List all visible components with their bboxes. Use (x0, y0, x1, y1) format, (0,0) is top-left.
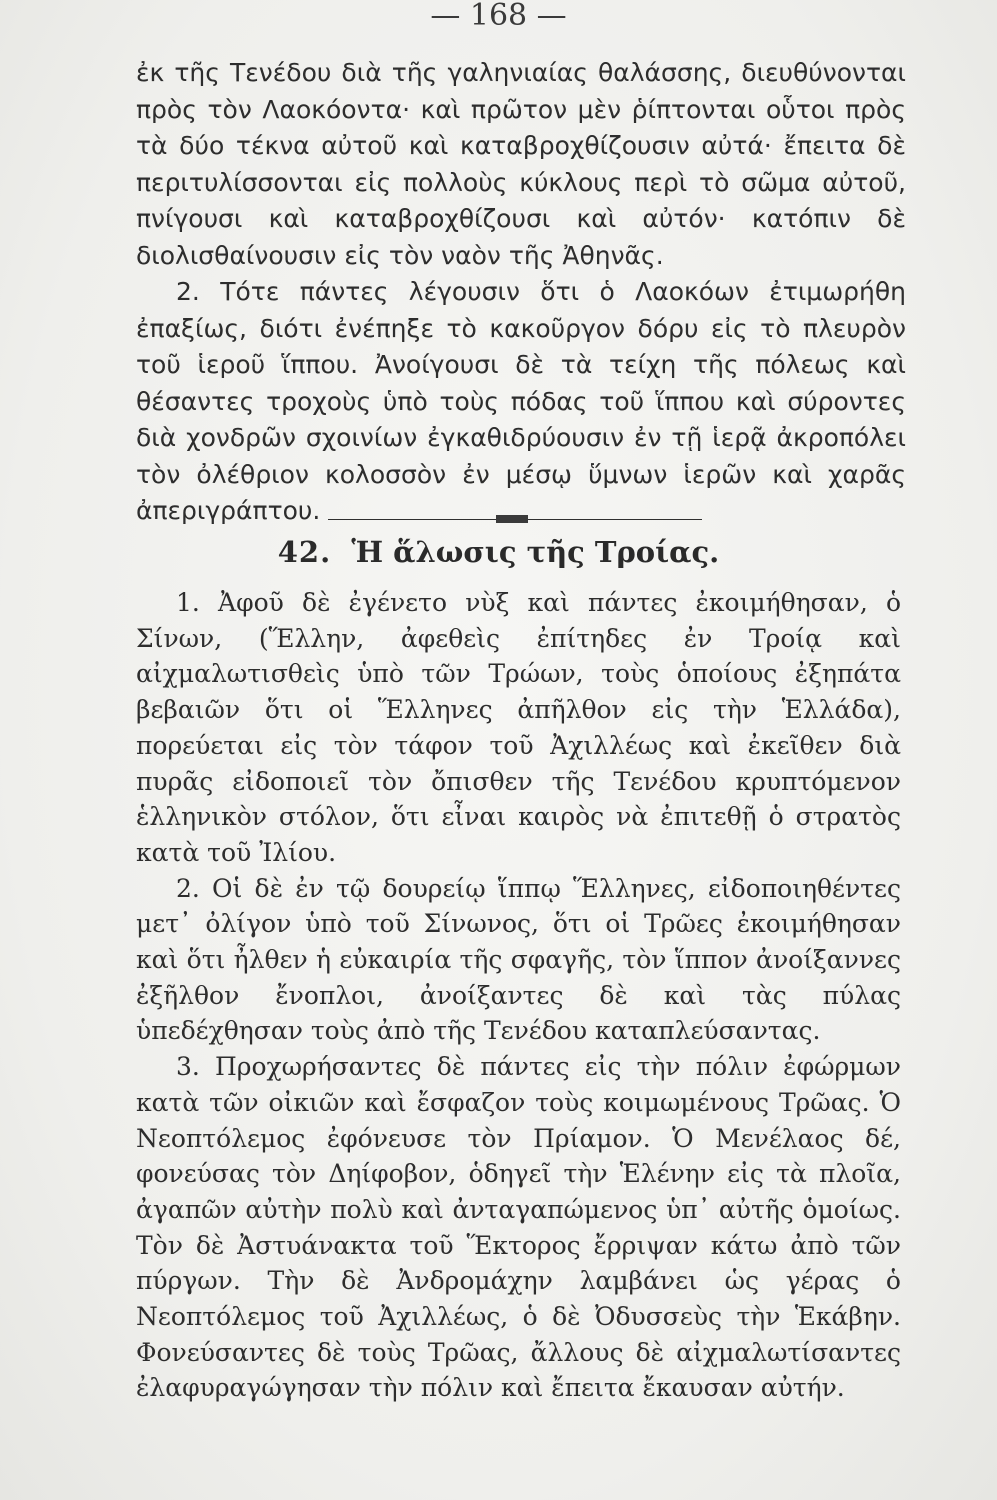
section-one-text (136, 55, 906, 530)
section-title: Ἡ ἅλωσις τῆς Τροίας. (351, 535, 720, 569)
section-heading (0, 532, 997, 572)
page-number: — 168 — (430, 0, 567, 33)
paragraph-1: 1. Ἀφοῦ δὲ ἐγένετο νὺξ καὶ πάντες ἐκοιμήθησαν, ὁ Σίνων, (Ἕλλην, ἀφεθεὶς ἐπίτηδες ἐν Τροίᾳ καὶ αἰχμαλωτισθεὶς ὑπὸ τῶν Τρώων, τοὺς ὁποίους ἐξηπάτα βεβαιῶν ὅτι οἱ Ἕλληνες ἀπῆλθον εἰς τὴν Ἑλλάδα), πορεύεται εἰς τὸν τάφον τοῦ Ἀχιλλέως καὶ ἐκεῖθεν διὰ πυρᾶς εἰδοποιεῖ τὸν ὄπισθεν τῆς Τενέδου κρυπτόμενον ἑλληνικὸν στόλον, ὅτι εἶναι καιρὸς νὰ ἐπιτεθῇ ὁ στρατὸς κατὰ τοῦ Ἰλίου. (136, 588, 901, 867)
section-divider-ornament (496, 515, 528, 523)
paragraph-continued: ἐκ τῆς Τενέδου διὰ τῆς γαληνιαίας θαλάσσης, διευθύνονται πρὸς τὸν Λαοκόοντα· καὶ πρῶτον μὲν ῥίπτονται οὗτοι πρὸς τὰ δύο τέκνα αὐτοῦ καὶ καταβροχθίζουσιν αὐτά· ἔπειτα δὲ περιτυλίσσονται εἰς πολλοὺς κύκλους περὶ τὸ σῶμα αὐτοῦ, πνίγουσι καὶ καταβροχθίζουσι καὶ αὐτόν· κατόπιν δὲ διολισθαίνουσιν εἰς τὸν ναὸν τῆς Ἀθηνᾶς. (136, 58, 906, 270)
paragraph-2: 2. Τότε πάντες λέγουσιν ὅτι ὁ Λαοκόων ἐτιμωρήθη ἐπαξίως, διότι ἐνέπηξε τὸ κακοῦργον δόρυ εἰς τὸ πλευρὸν τοῦ ἱεροῦ ἵππου. Ἀνοίγουσι δὲ τὰ τείχη τῆς πόλεως καὶ θέσαντες τροχοὺς ὑπὸ τοὺς πόδας τοῦ ἵππου καὶ σύροντες διὰ χονδρῶν σχοινίων ἐγκαθιδρύουσιν ἐν τῇ ἱερᾷ ἀκροπόλει τὸν ὀλέθριον κολοσσὸν ἐν μέσῳ ὕμνων ἱερῶν καὶ χαρᾶς ἀπεριγράπτου. (136, 277, 906, 525)
paragraph-2: 2. Οἱ δὲ ἐν τῷ δουρείῳ ἵππῳ Ἕλληνες, εἰδοποιηθέντες μετ᾽ ὀλίγον ὑπὸ τοῦ Σίνωνος, ὅτι οἱ Τρῶες ἐκοιμήθησαν καὶ ὅτι ἦλθεν ἡ εὐκαιρία τῆς σφαγῆς, τὸν ἵππον ἀνοίξαννες ἐξῆλθον ἔνοπλοι, ἀνοίξαντες δὲ καὶ τὰς πύλας ὑπεδέχθησαν τοὺς ἀπὸ τῆς Τενέδου καταπλεύσαντας. (136, 873, 901, 1046)
section-two-text (136, 585, 901, 1406)
paragraph-3: 3. Προχωρήσαντες δὲ πάντες εἰς τὴν πόλιν ἐφώρμων κατὰ τῶν οἰκιῶν καὶ ἔσφαζον τοὺς κοιμωμένους Τρῶας. Ὁ Νεοπτόλεμος ἐφόνευσε τὸν Πρίαμον. Ὁ Μενέλαος δέ, φονεύσας τὸν Δηίφοβον, ὁδηγεῖ τὴν Ἑλένην εἰς τὰ πλοῖα, ἀγαπῶν αὐτὴν πολὺ καὶ ἀνταγαπώμενος ὑπ᾽ αὐτῆς ὁμοίως. Τὸν δὲ Ἀστυάνακτα τοῦ Ἕκτορος ἔρριψαν κάτω ἀπὸ τῶν πύργων. Τὴν δὲ Ἀνδρομάχην λαμβάνει ὡς γέρας ὁ Νεοπτόλεμος τοῦ Ἀχιλλέως, ὁ δὲ Ὀδυσσεὺς τὴν Ἑκάβην. Φονεύσαντες δὲ τοὺς Τρῶας, ἄλλους δὲ αἰχμαλωτίσαντες ἐλαφυραγώγησαν τὴν πόλιν καὶ ἔπειτα ἔκαυσαν αὐτήν. (136, 1052, 901, 1403)
section-number: 42. (277, 535, 332, 569)
